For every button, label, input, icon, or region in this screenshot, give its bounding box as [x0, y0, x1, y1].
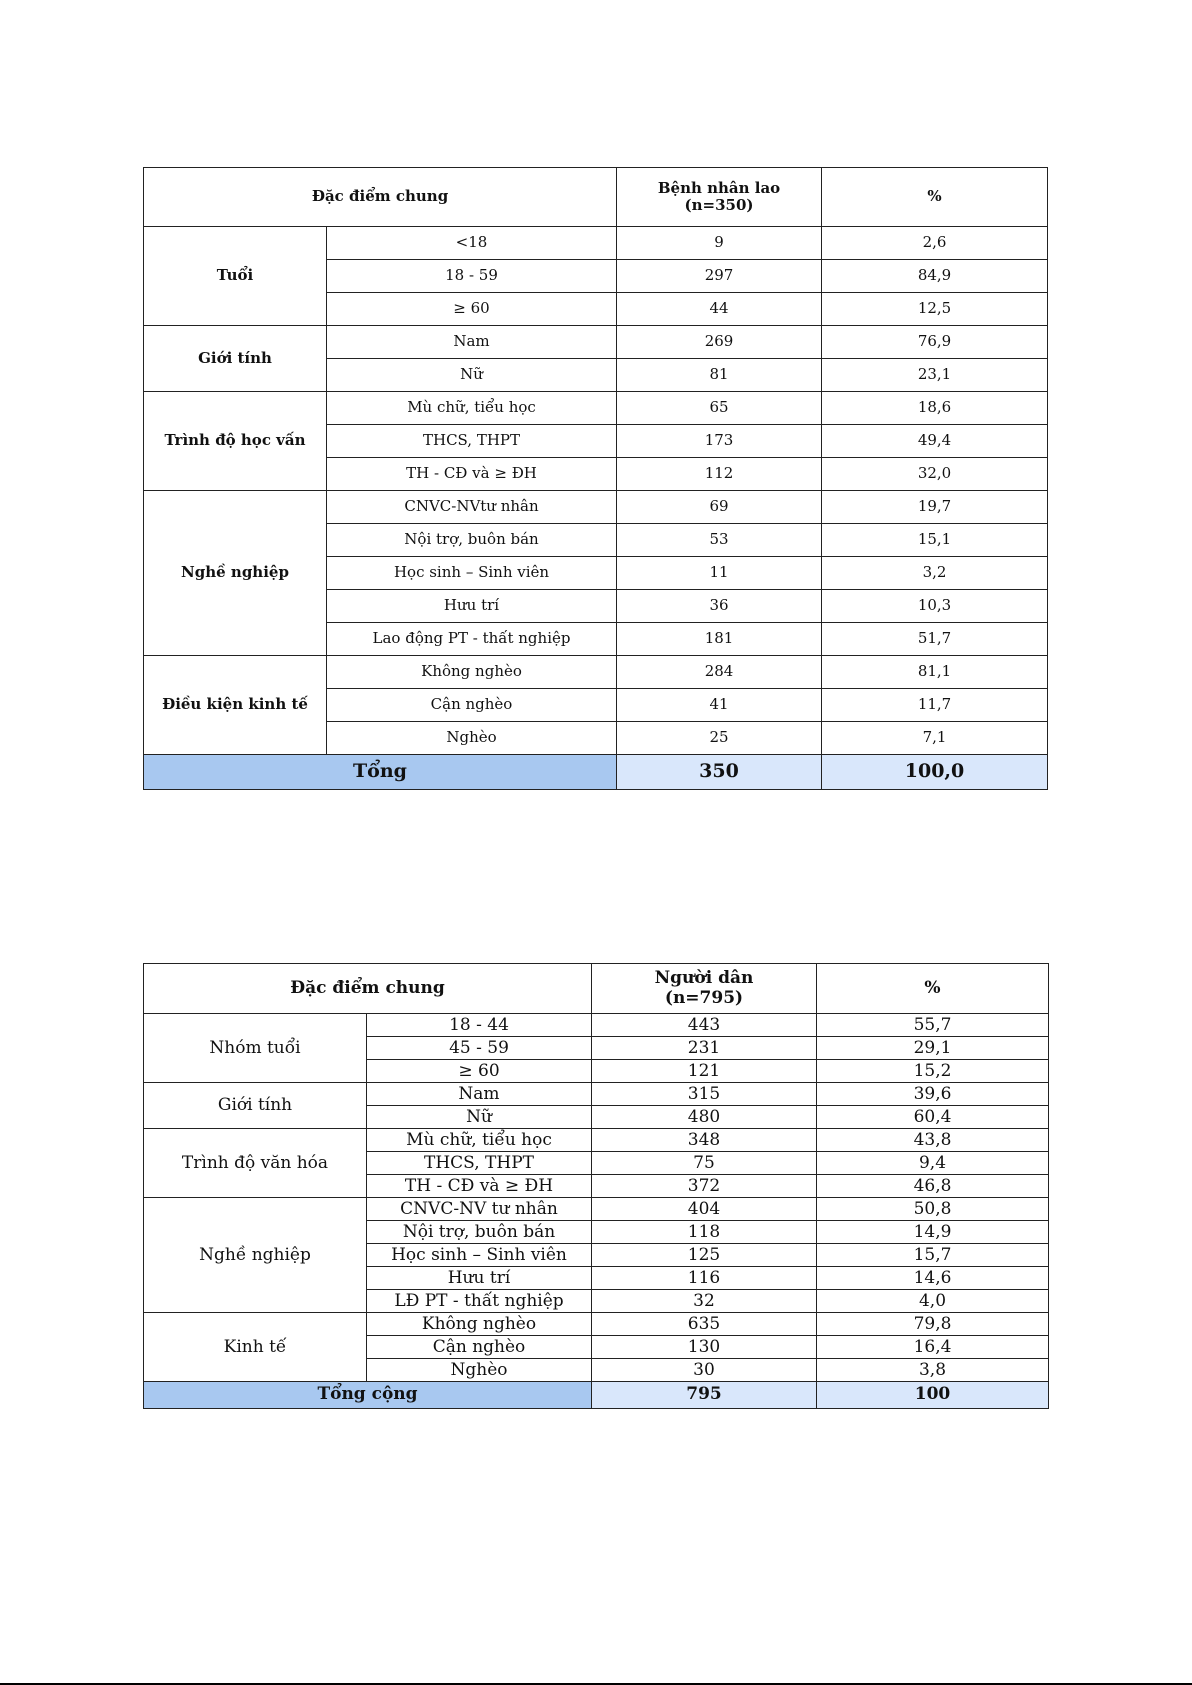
percent-cell: 23,1 — [822, 359, 1048, 392]
category-label: Cận nghèo — [367, 1336, 592, 1359]
residents-table — [143, 963, 1049, 1409]
group-label: Giới tính — [144, 326, 327, 392]
count-cell: 116 — [592, 1267, 817, 1290]
total-count: 350 — [617, 755, 822, 790]
header-count-line2: (n=795) — [664, 987, 744, 1008]
group-label: Trình độ văn hóa — [144, 1129, 367, 1198]
percent-cell: 11,7 — [822, 689, 1048, 722]
count-cell: 9 — [617, 227, 822, 260]
count-cell: 81 — [617, 359, 822, 392]
percent-cell: 60,4 — [817, 1106, 1049, 1129]
category-label: Nghèo — [367, 1359, 592, 1382]
table-row — [144, 326, 1048, 359]
percent-cell: 3,8 — [817, 1359, 1049, 1382]
percent-cell: 79,8 — [817, 1313, 1049, 1336]
category-label: ≥ 60 — [327, 293, 617, 326]
group-label: Trình độ học vấn — [144, 392, 327, 491]
count-cell: 41 — [617, 689, 822, 722]
count-cell: 130 — [592, 1336, 817, 1359]
total-count: 795 — [592, 1382, 817, 1409]
group-label: Nghề nghiệp — [144, 491, 327, 656]
count-cell: 118 — [592, 1221, 817, 1244]
header-count-line1: Người dân — [654, 967, 754, 988]
percent-cell: 39,6 — [817, 1083, 1049, 1106]
count-cell: 173 — [617, 425, 822, 458]
total-percent: 100,0 — [822, 755, 1048, 790]
percent-cell: 15,7 — [817, 1244, 1049, 1267]
residents-table-body — [144, 964, 1049, 1409]
count-cell: 372 — [592, 1175, 817, 1198]
count-cell: 404 — [592, 1198, 817, 1221]
header-count — [617, 168, 822, 227]
count-cell: 53 — [617, 524, 822, 557]
percent-cell: 16,4 — [817, 1336, 1049, 1359]
category-label: ≥ 60 — [367, 1060, 592, 1083]
table-row — [144, 1014, 1049, 1037]
category-label: CNVC-NV tư nhân — [367, 1198, 592, 1221]
category-label: Mù chữ, tiểu học — [367, 1129, 592, 1152]
percent-cell: 4,0 — [817, 1290, 1049, 1313]
header-characteristic: Đặc điểm chung — [144, 964, 592, 1014]
category-label: TH - CĐ và ≥ ĐH — [367, 1175, 592, 1198]
percent-cell: 12,5 — [822, 293, 1048, 326]
header-percent: % — [817, 964, 1049, 1014]
count-cell: 121 — [592, 1060, 817, 1083]
percent-cell: 18,6 — [822, 392, 1048, 425]
table-row — [144, 1198, 1049, 1221]
percent-cell: 15,1 — [822, 524, 1048, 557]
header-count-line2: (n=350) — [684, 196, 754, 214]
group-label: Kinh tế — [144, 1313, 367, 1382]
percent-cell: 51,7 — [822, 623, 1048, 656]
group-label: Tuổi — [144, 227, 327, 326]
table-row — [144, 392, 1048, 425]
table-header-row — [144, 964, 1049, 1014]
total-label: Tổng — [144, 755, 617, 790]
percent-cell: 9,4 — [817, 1152, 1049, 1175]
category-label: 45 - 59 — [367, 1037, 592, 1060]
table-row — [144, 1129, 1049, 1152]
category-label: Nội trợ, buôn bán — [327, 524, 617, 557]
group-label: Điều kiện kinh tế — [144, 656, 327, 755]
table-row — [144, 227, 1048, 260]
category-label: Hưu trí — [367, 1267, 592, 1290]
category-label: Hưu trí — [327, 590, 617, 623]
percent-cell: 55,7 — [817, 1014, 1049, 1037]
percent-cell: 43,8 — [817, 1129, 1049, 1152]
category-label: Nam — [367, 1083, 592, 1106]
category-label: CNVC-NVtư nhân — [327, 491, 617, 524]
category-label: Nam — [327, 326, 617, 359]
category-label: Học sinh – Sinh viên — [367, 1244, 592, 1267]
table-header-row — [144, 168, 1048, 227]
count-cell: 348 — [592, 1129, 817, 1152]
count-cell: 635 — [592, 1313, 817, 1336]
percent-cell: 3,2 — [822, 557, 1048, 590]
count-cell: 44 — [617, 293, 822, 326]
category-label: Lao động PT - thất nghiệp — [327, 623, 617, 656]
category-label: Không nghèo — [327, 656, 617, 689]
header-count-line1: Bệnh nhân lao — [657, 178, 781, 197]
table-row — [144, 491, 1048, 524]
count-cell: 32 — [592, 1290, 817, 1313]
total-row — [144, 1382, 1049, 1409]
category-label: Nữ — [327, 359, 617, 392]
category-label: THCS, THPT — [327, 425, 617, 458]
count-cell: 30 — [592, 1359, 817, 1382]
count-cell: 297 — [617, 260, 822, 293]
category-label: 18 - 44 — [367, 1014, 592, 1037]
percent-cell: 46,8 — [817, 1175, 1049, 1198]
count-cell: 25 — [617, 722, 822, 755]
count-cell: 269 — [617, 326, 822, 359]
group-label: Giới tính — [144, 1083, 367, 1129]
tb-patients-table — [143, 167, 1048, 790]
percent-cell: 14,6 — [817, 1267, 1049, 1290]
group-label: Nghề nghiệp — [144, 1198, 367, 1313]
percent-cell: 7,1 — [822, 722, 1048, 755]
count-cell: 480 — [592, 1106, 817, 1129]
category-label: 18 - 59 — [327, 260, 617, 293]
percent-cell: 29,1 — [817, 1037, 1049, 1060]
header-percent: % — [822, 168, 1048, 227]
percent-cell: 49,4 — [822, 425, 1048, 458]
table-row — [144, 1313, 1049, 1336]
category-label: Nghèo — [327, 722, 617, 755]
percent-cell: 84,9 — [822, 260, 1048, 293]
percent-cell: 50,8 — [817, 1198, 1049, 1221]
category-label: Cận nghèo — [327, 689, 617, 722]
category-label: THCS, THPT — [367, 1152, 592, 1175]
percent-cell: 2,6 — [822, 227, 1048, 260]
table-row — [144, 656, 1048, 689]
tb-patients-table-body — [144, 168, 1048, 790]
category-label: Không nghèo — [367, 1313, 592, 1336]
total-row — [144, 755, 1048, 790]
percent-cell: 19,7 — [822, 491, 1048, 524]
percent-cell: 81,1 — [822, 656, 1048, 689]
header-characteristic: Đặc điểm chung — [144, 168, 617, 227]
count-cell: 11 — [617, 557, 822, 590]
count-cell: 112 — [617, 458, 822, 491]
category-label: Mù chữ, tiểu học — [327, 392, 617, 425]
category-label: Nữ — [367, 1106, 592, 1129]
category-label: LĐ PT - thất nghiệp — [367, 1290, 592, 1313]
table-row — [144, 1083, 1049, 1106]
count-cell: 181 — [617, 623, 822, 656]
percent-cell: 76,9 — [822, 326, 1048, 359]
category-label: TH - CĐ và ≥ ĐH — [327, 458, 617, 491]
count-cell: 65 — [617, 392, 822, 425]
count-cell: 69 — [617, 491, 822, 524]
group-label: Nhóm tuổi — [144, 1014, 367, 1083]
category-label: <18 — [327, 227, 617, 260]
total-label: Tổng cộng — [144, 1382, 592, 1409]
total-percent: 100 — [817, 1382, 1049, 1409]
count-cell: 231 — [592, 1037, 817, 1060]
count-cell: 75 — [592, 1152, 817, 1175]
percent-cell: 14,9 — [817, 1221, 1049, 1244]
header-count — [592, 964, 817, 1014]
count-cell: 443 — [592, 1014, 817, 1037]
count-cell: 284 — [617, 656, 822, 689]
count-cell: 125 — [592, 1244, 817, 1267]
percent-cell: 10,3 — [822, 590, 1048, 623]
percent-cell: 32,0 — [822, 458, 1048, 491]
category-label: Học sinh – Sinh viên — [327, 557, 617, 590]
category-label: Nội trợ, buôn bán — [367, 1221, 592, 1244]
percent-cell: 15,2 — [817, 1060, 1049, 1083]
count-cell: 315 — [592, 1083, 817, 1106]
count-cell: 36 — [617, 590, 822, 623]
